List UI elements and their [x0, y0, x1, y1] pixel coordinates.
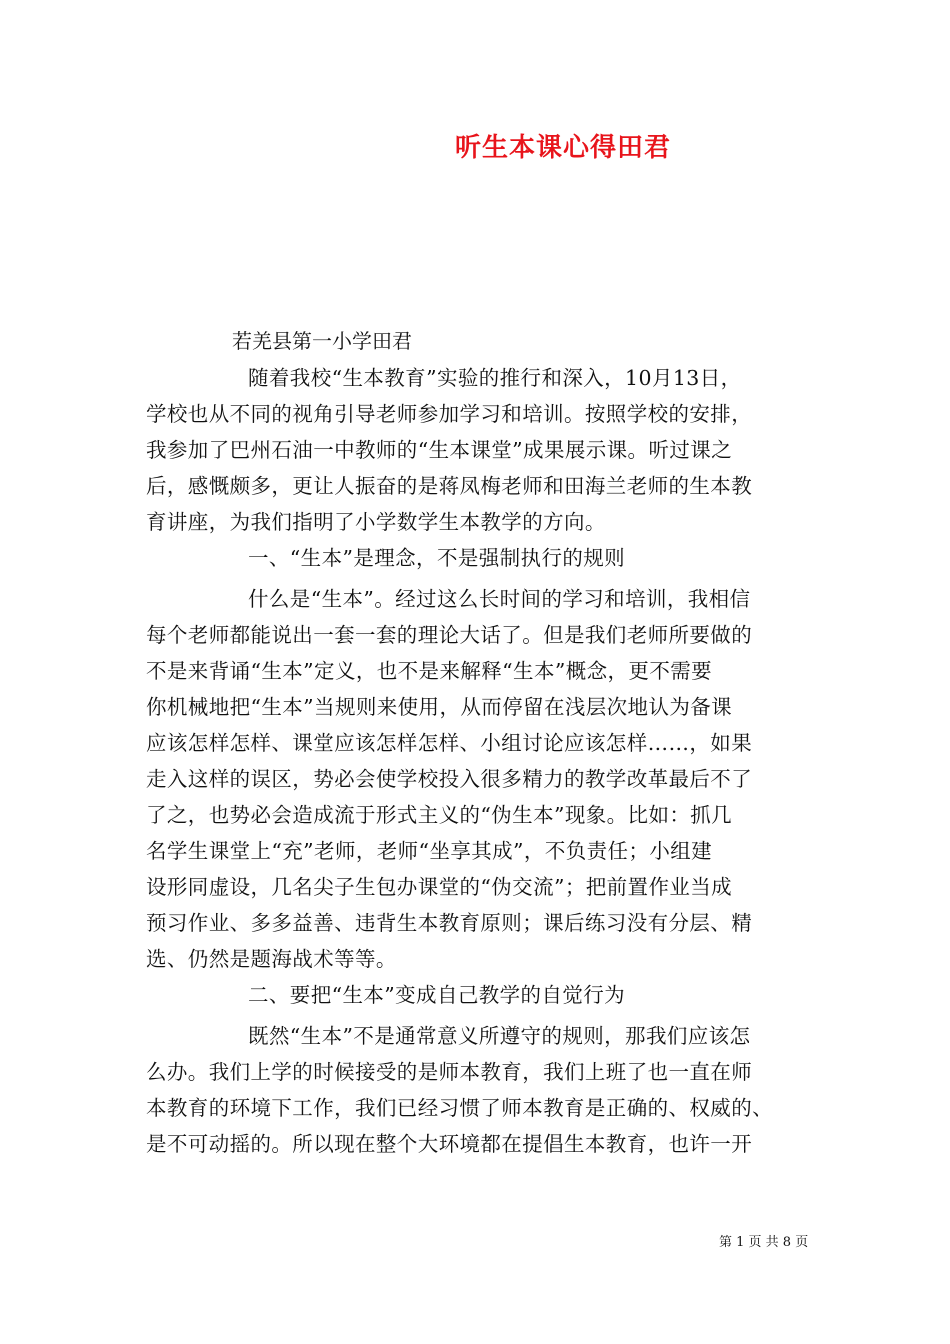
body-line-7: 什么是“生本”。经过这么长时间的学习和培训，我相信 — [248, 587, 751, 611]
body-line-10: 你机械地把“生本”当规则来使用，从而停留在浅层次地认为备课 — [146, 695, 733, 719]
body-line-9: 不是来背诵“生本”定义，也不是来解释“生本”概念，更不需要 — [146, 659, 713, 683]
document-title: 听生本课心得田君 — [454, 133, 671, 163]
body-line-21: 本教育的环境下工作，我们已经习惯了师本教育是正确的、权威的、 — [146, 1096, 773, 1120]
body-line-16: 预习作业、多多益善、违背生本教育原则；课后练习没有分层、精 — [146, 911, 753, 935]
body-line-8: 每个老师都能说出一套一套的理论大话了。但是我们老师所要做的 — [146, 623, 753, 647]
author-line: 若羌县第一小学田君 — [232, 329, 412, 353]
body-line-3: 我参加了巴州石油一中教师的“生本课堂”成果展示课。听过课之 — [146, 438, 733, 462]
body-line-20: 么办。我们上学的时候接受的是师本教育，我们上班了也一直在师 — [146, 1060, 753, 1084]
body-line-15: 设形同虚设，几名尖子生包办课堂的“伪交流”；把前置作业当成 — [146, 875, 733, 899]
body-line-4: 后，感慨颇多，更让人振奋的是蒋凤梅老师和田海兰老师的生本教 — [146, 474, 753, 498]
section-heading-2: 二、要把“生本”变成自己教学的自觉行为 — [248, 983, 626, 1007]
body-line-13: 了之，也势必会造成流于形式主义的“伪生本”现象。比如：抓几 — [146, 803, 733, 827]
body-line-17: 选、仍然是题海战术等等。 — [146, 947, 397, 971]
body-line-19: 既然“生本”不是通常意义所遵守的规则，那我们应该怎 — [248, 1024, 751, 1048]
body-line-5: 育讲座，为我们指明了小学数学生本教学的方向。 — [146, 510, 606, 534]
body-line-12: 走入这样的误区，势必会使学校投入很多精力的教学改革最后不了 — [146, 767, 753, 791]
body-line-2: 学校也从不同的视角引导老师参加学习和培训。按照学校的安排， — [146, 402, 753, 426]
body-line-1: 随着我校“生本教育”实验的推行和深入，10月13日， — [248, 366, 742, 390]
page-footer: 第 1 页 共 8 页 — [719, 1235, 809, 1250]
body-line-14: 名学生课堂上“充”老师，老师“坐享其成”，不负责任；小组建 — [146, 839, 713, 863]
section-heading-1: 一、“生本”是理念，不是强制执行的规则 — [248, 546, 626, 570]
body-line-22: 是不可动摇的。所以现在整个大环境都在提倡生本教育，也许一开 — [146, 1132, 753, 1156]
body-line-11: 应该怎样怎样、课堂应该怎样怎样、小组讨论应该怎样……，如果 — [146, 731, 753, 755]
